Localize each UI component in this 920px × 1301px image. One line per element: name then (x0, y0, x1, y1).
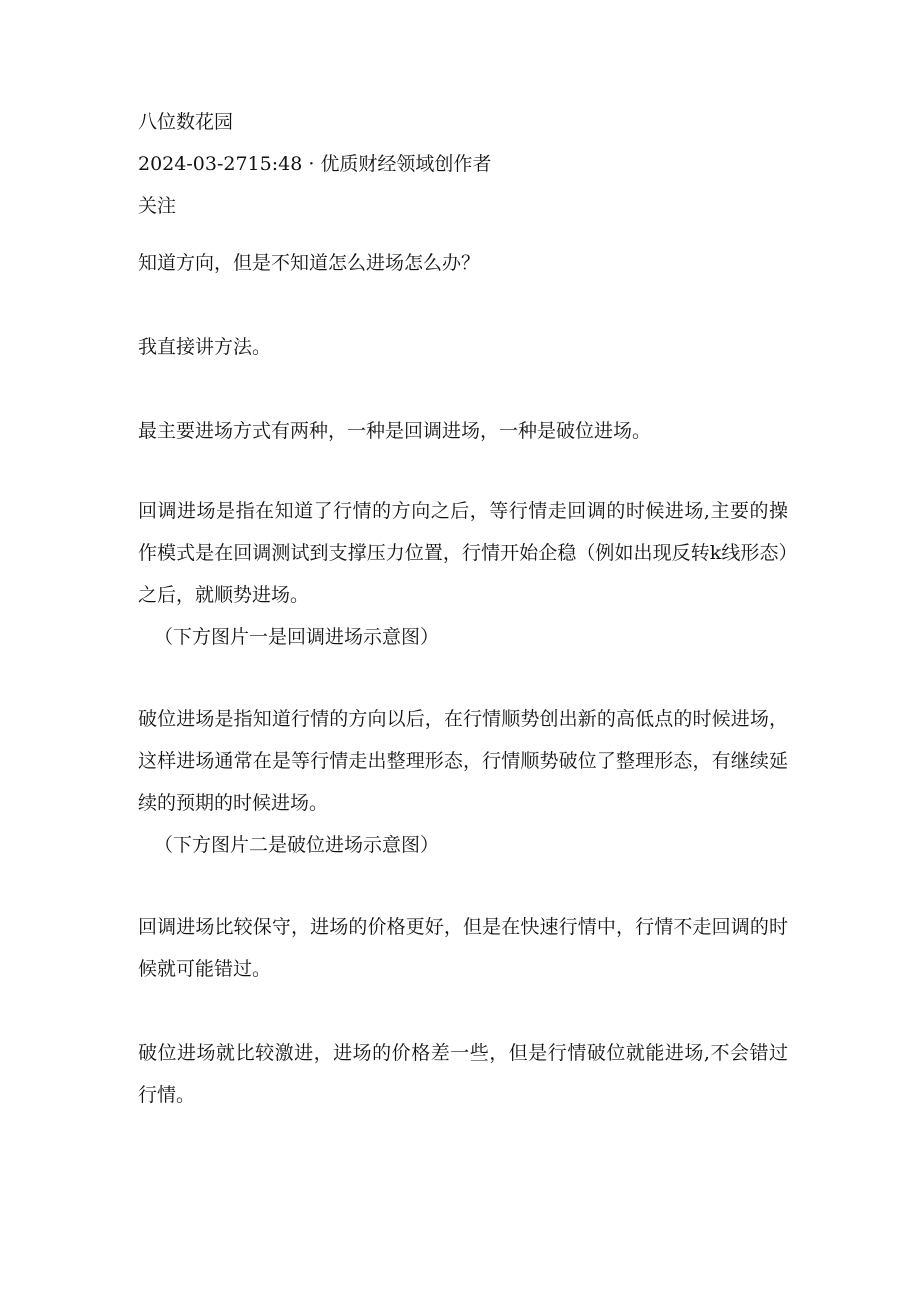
paragraph-pullback-comparison: 回调进场比较保守，进场的价格更好，但是在快速行情中，行情不走回调的时候就可能错过。 (138, 916, 788, 980)
follow-button[interactable]: 关注 (138, 195, 177, 217)
caption-figure-one: （下方图片一是回调进场示意图） (154, 626, 440, 648)
caption-figure-two: （下方图片二是破位进场示意图） (154, 834, 440, 856)
author-name[interactable]: 八位数花园 (138, 111, 234, 133)
paragraph-breakout-comparison: 破位进场就比较激进，进场的价格差一些，但是行情破位就能进场,不会错过行情。 (138, 1042, 788, 1106)
paragraph-two-ways: 最主要进场方式有两种，一种是回调进场，一种是破位进场。 (138, 420, 652, 442)
post-meta: 2024-03-2715:48 · 优质财经领域创作者 (138, 153, 492, 175)
paragraph-method: 我直接讲方法。 (138, 336, 272, 358)
paragraph-breakout-entry: 破位进场是指知道行情的方向以后，在行情顺势创出新的高低点的时候进场，这样进场通常在是等行情走出整理形态，行情顺势破位了整理形态，有继续延续的预期的时候进场。 (138, 708, 788, 814)
paragraph-question: 知道方向，但是不知道怎么进场怎么办？ (138, 252, 481, 274)
paragraph-pullback-entry: 回调进场是指在知道了行情的方向之后，等行情走回调的时候进场,主要的操作模式是在回调测试到支撑压力位置，行情开始企稳（例如出现反转k线形态）之后，就顺势进场。 (138, 500, 788, 606)
